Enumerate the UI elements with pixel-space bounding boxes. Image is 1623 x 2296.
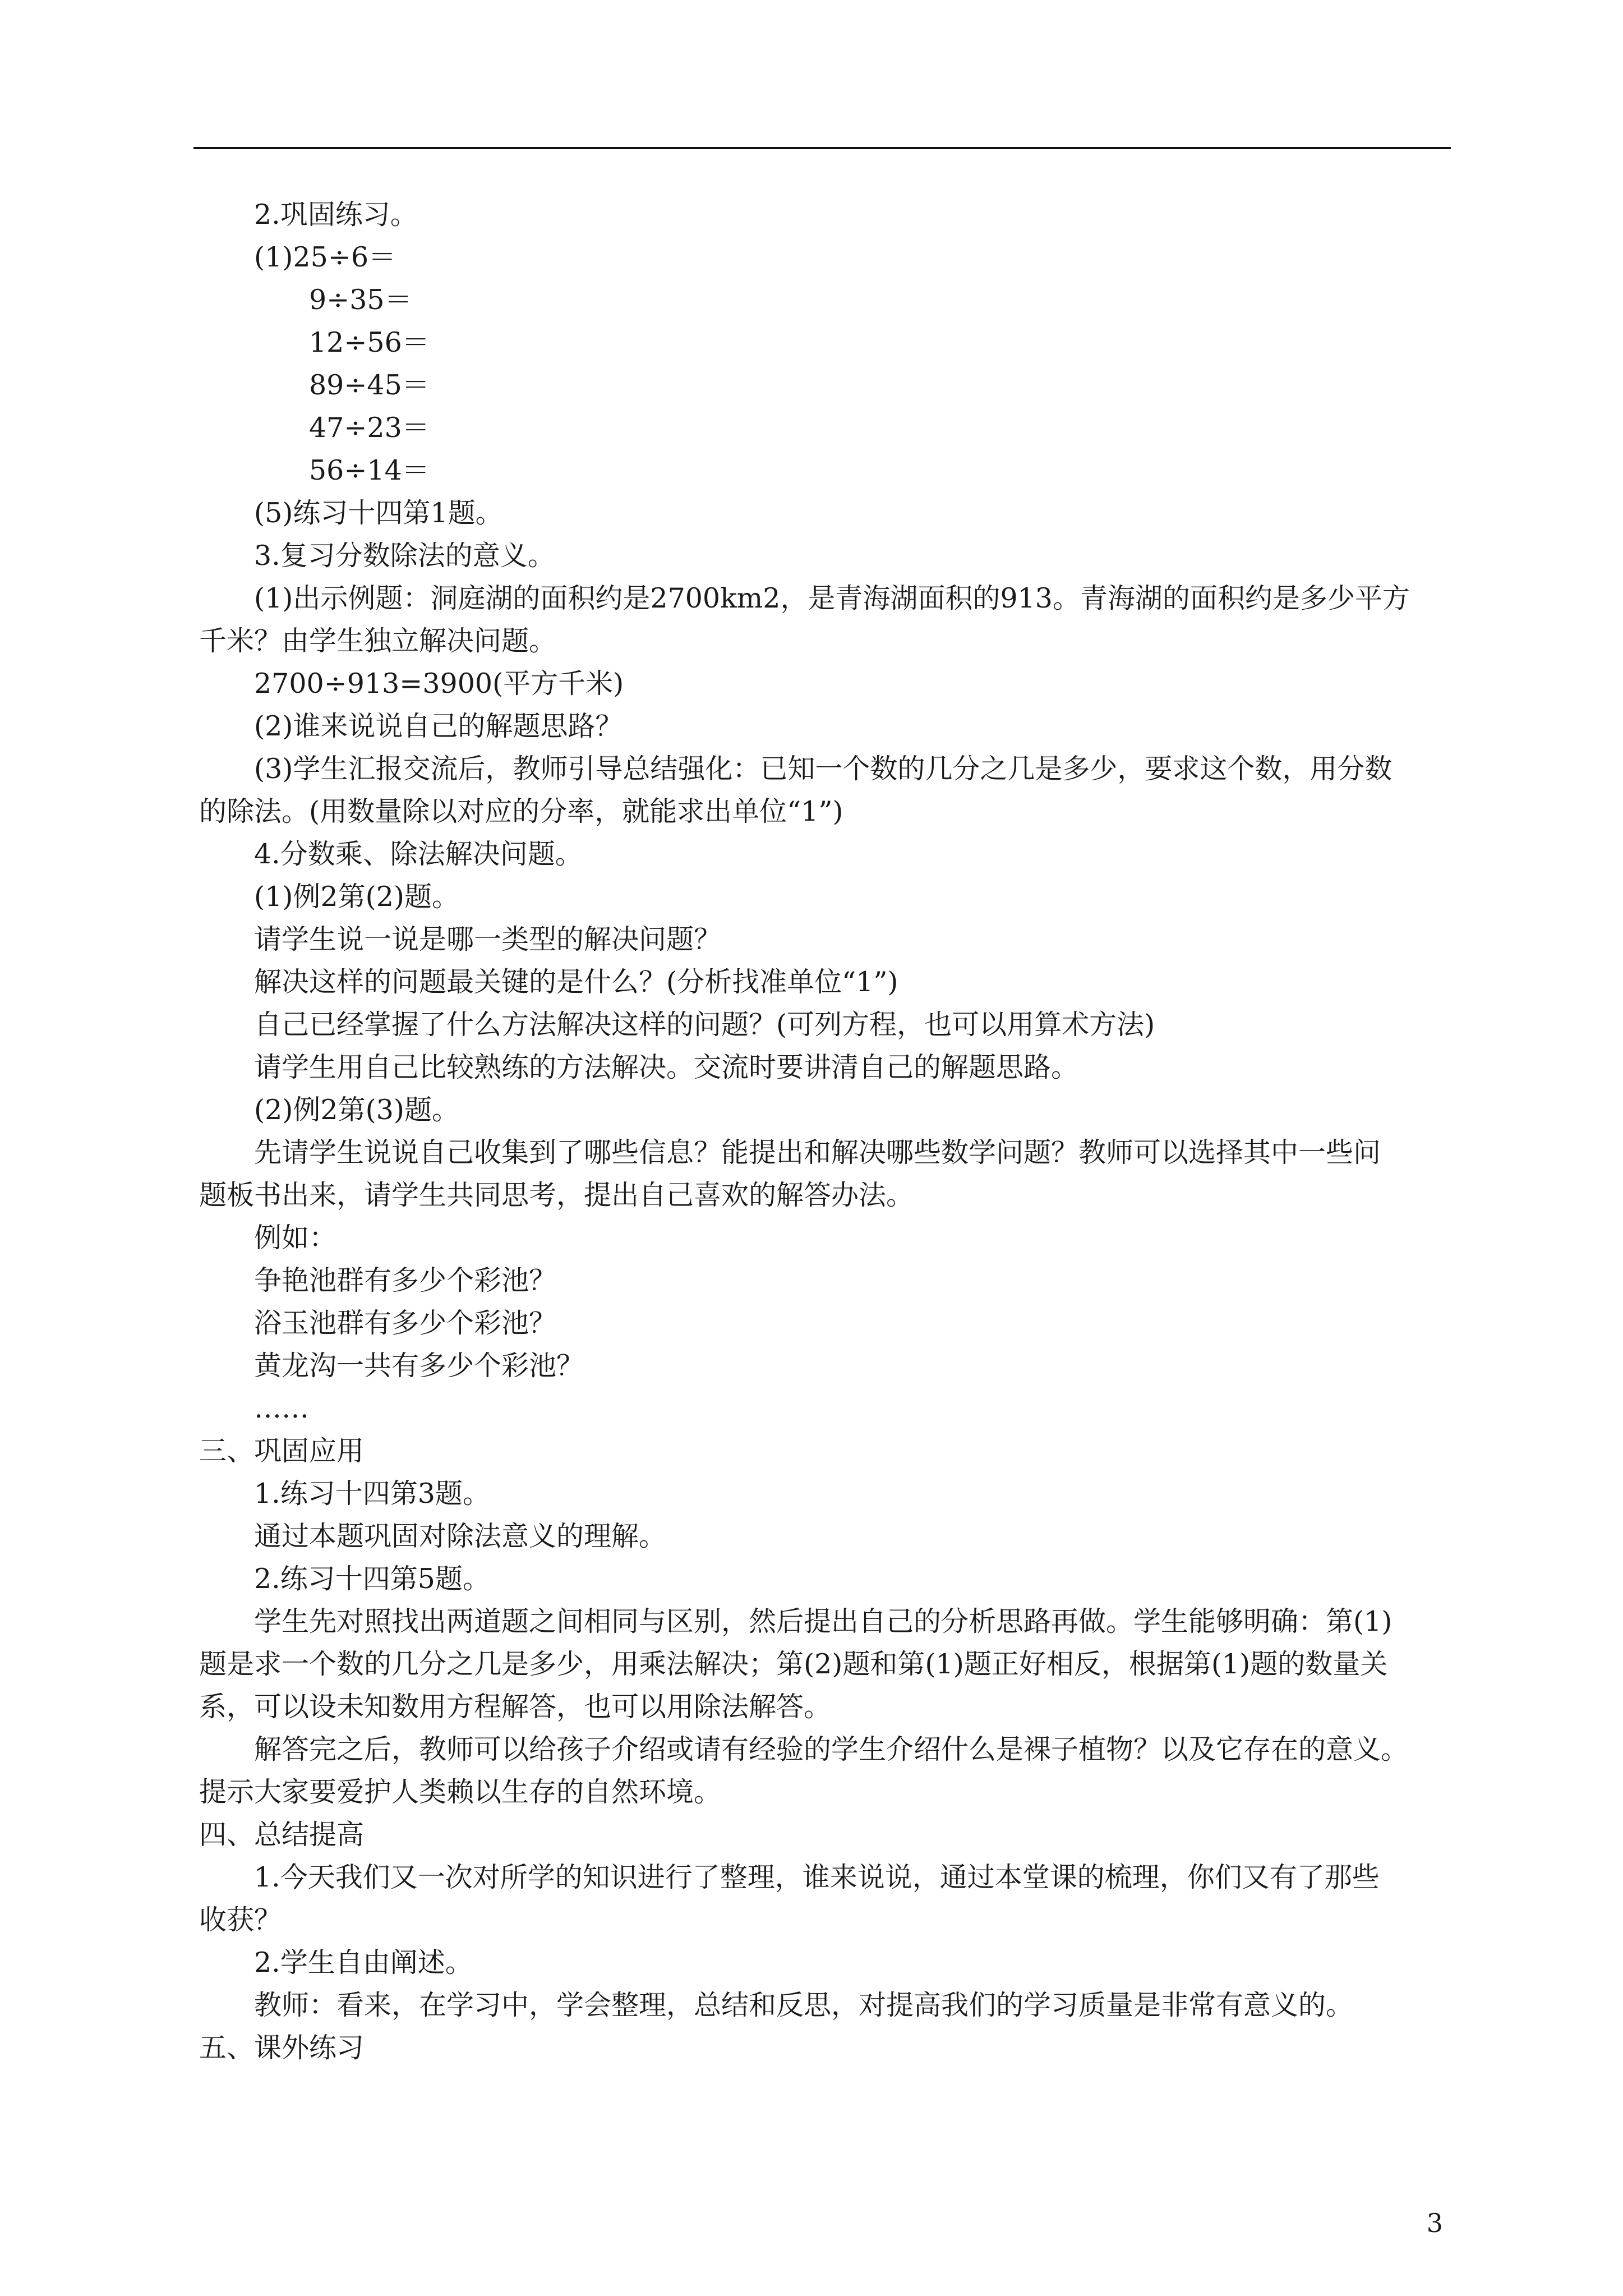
text-line: 1.今天我们又一次对所学的知识进行了整理，谁来说说，通过本堂课的梳理，你们又有了那些	[254, 1861, 1380, 1893]
text-line: (5)练习十四第1题。	[254, 497, 503, 529]
text-line: (1)25÷6＝	[254, 241, 396, 273]
text-line: 通过本题巩固对除法意义的理解。	[254, 1520, 667, 1552]
text-line: 的除法。(用数量除以对应的分率，就能求出单位“1”)	[199, 795, 843, 827]
text-line: 2.练习十四第5题。	[254, 1563, 490, 1595]
text-line: 12÷56＝	[309, 326, 430, 358]
page-number: 3	[1426, 2208, 1443, 2238]
text-line: 3.复习分数除法的意义。	[254, 540, 555, 572]
text-line: (2)谁来说说自己的解题思路？	[254, 710, 623, 742]
text-line: 四、总结提高	[199, 1819, 365, 1851]
text-line: 千米？由学生独立解决问题。	[199, 625, 557, 657]
text-line: 请学生说一说是哪一类型的解决问题？	[254, 923, 722, 955]
text-line: 五、课外练习	[199, 2032, 365, 2064]
text-line: 2.学生自由阐述。	[254, 1947, 473, 1978]
text-line: 题是求一个数的几分之几是多少，用乘法解决；第(2)题和第(1)题正好相反，根据第(1)题的数量关	[199, 1648, 1388, 1680]
text-line: 9÷35＝	[309, 284, 412, 316]
text-line: 4.分数乘、除法解决问题。	[254, 838, 583, 870]
text-line: 解答完之后，教师可以给孩子介绍或请有经验的学生介绍什么是裸子植物？以及它存在的意义。	[254, 1733, 1409, 1765]
text-line: (3)学生汇报交流后，教师引导总结强化：已知一个数的几分之几是多少，要求这个数，用分数	[254, 753, 1393, 785]
text-line: 提示大家要爱护人类赖以生存的自然环境。	[199, 1776, 722, 1808]
text-line: 自己已经掌握了什么方法解决这样的问题？(可列方程，也可以用算术方法)	[254, 1009, 1155, 1041]
text-line: 例如：	[254, 1222, 337, 1254]
text-line: 收获？	[199, 1904, 282, 1936]
text-line: 浴玉池群有多少个彩池？	[254, 1307, 557, 1339]
text-line: (1)例2第(2)题。	[254, 881, 459, 913]
text-line: 2700÷913=3900(平方千米)	[254, 668, 624, 700]
text-line: 解决这样的问题最关键的是什么？(分析找准单位“1”)	[254, 966, 898, 998]
text-line: 教师：看来，在学习中，学会整理，总结和反思，对提高我们的学习质量是非常有意义的。	[254, 1989, 1354, 2021]
document-body	[199, 194, 1451, 2069]
text-line: (1)出示例题：洞庭湖的面积约是2700km2，是青海湖面积的913。青海湖的面积约是多少平方	[254, 582, 1410, 614]
header-rule	[193, 147, 1451, 149]
text-line: (2)例2第(3)题。	[254, 1094, 459, 1126]
text-line: 争艳池群有多少个彩池？	[254, 1264, 557, 1296]
text-line: 89÷45＝	[309, 369, 430, 401]
text-line: 2.巩固练习。	[254, 199, 418, 231]
text-line: 47÷23＝	[309, 412, 430, 444]
text-line: 1.练习十四第3题。	[254, 1478, 490, 1510]
text-line: ……	[254, 1392, 309, 1424]
text-line: 黄龙沟一共有多少个彩池？	[254, 1350, 584, 1382]
text-line: 系，可以设未知数用方程解答，也可以用除法解答。	[199, 1691, 832, 1723]
text-line: 三、巩固应用	[199, 1435, 365, 1467]
text-line: 题板书出来，请学生共同思考，提出自己喜欢的解答办法。	[199, 1179, 914, 1211]
text-line: 请学生用自己比较熟练的方法解决。交流时要讲清自己的解题思路。	[254, 1051, 1079, 1083]
text-line: 学生先对照找出两道题之间相同与区别，然后提出自己的分析思路再做。学生能够明确：第(1)	[254, 1605, 1393, 1637]
text-line: 56÷14＝	[309, 454, 430, 486]
text-line: 先请学生说说自己收集到了哪些信息？能提出和解决哪些数学问题？教师可以选择其中一些问	[254, 1137, 1381, 1168]
